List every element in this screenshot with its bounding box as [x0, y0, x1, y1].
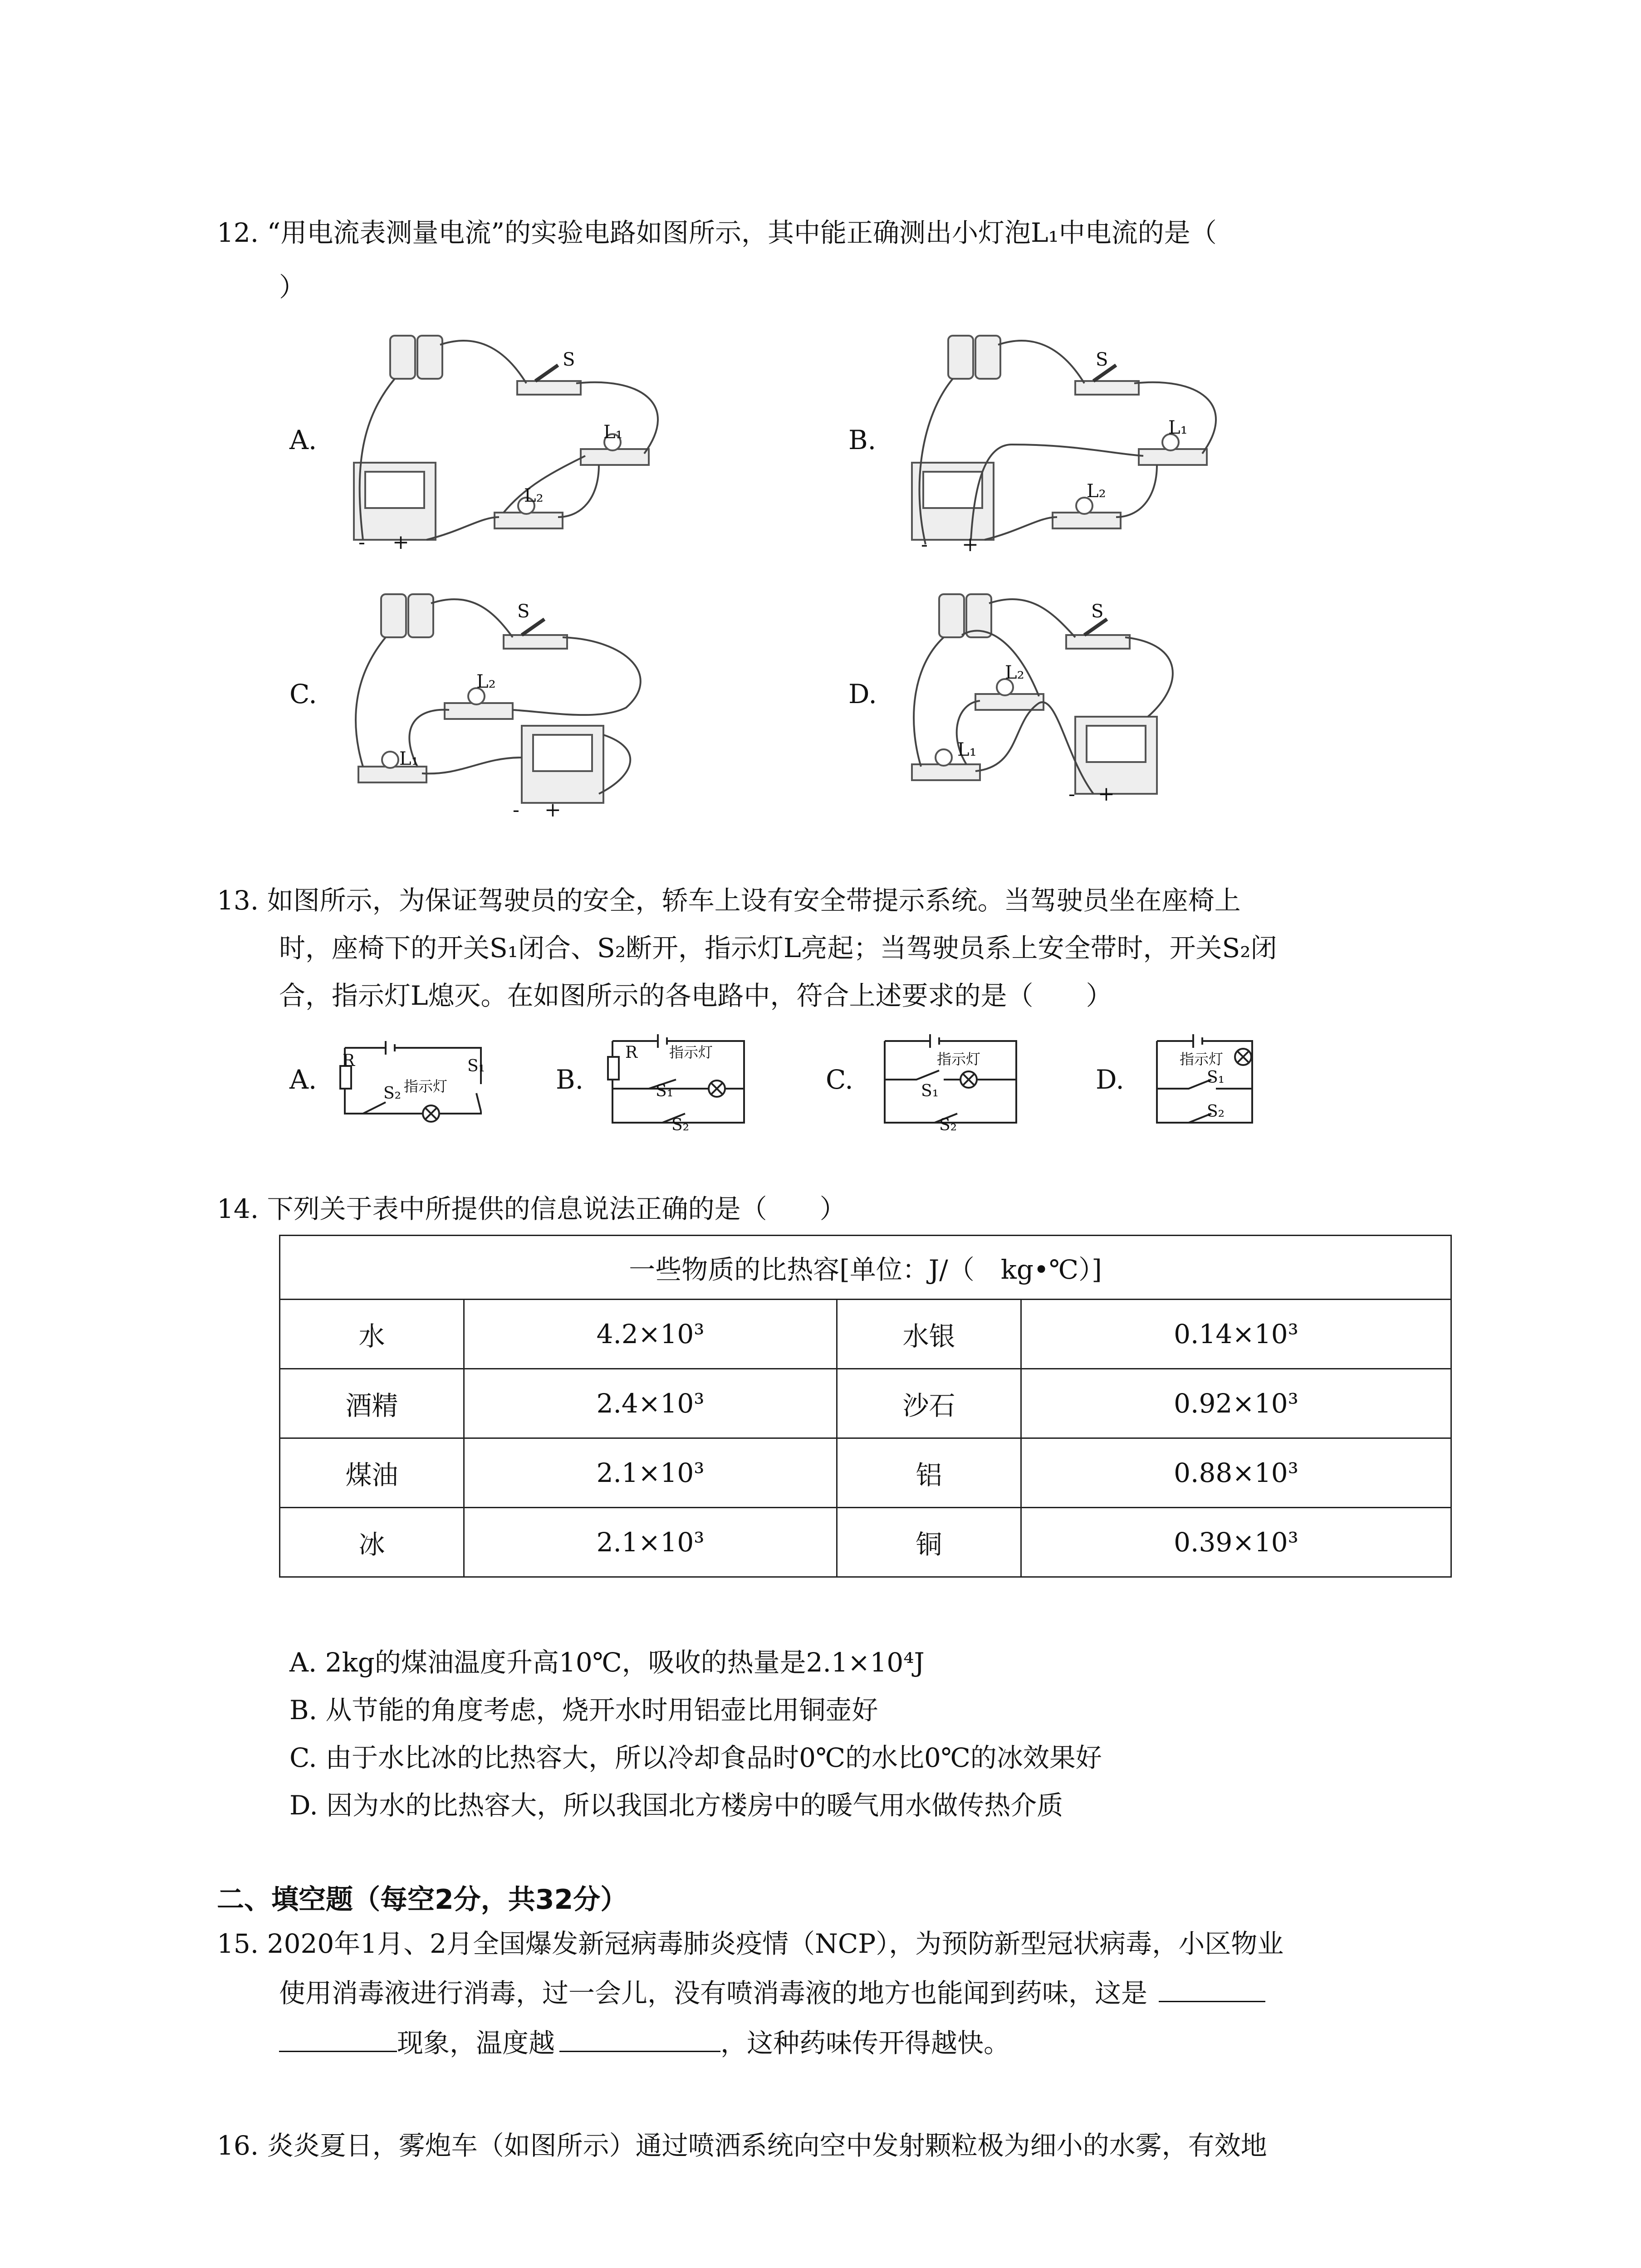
q12-option-b-label: B. [848, 425, 877, 455]
table-title: 一些物质的比热容[单位：J/（ kg•℃）] [280, 1236, 1451, 1300]
q12b-l1-label: L₁ [1168, 417, 1188, 438]
q13-option-a-label: A. [289, 1064, 317, 1095]
q12a-l1-label: L₁ [603, 422, 623, 443]
specific-heat-table [279, 1235, 1452, 1578]
q13b-s1-label: S₁ [656, 1082, 674, 1100]
table-cell: 沙石 [837, 1369, 1021, 1438]
circuit-b-icon [903, 327, 1261, 567]
q13-figure-d [1148, 1030, 1261, 1139]
q12-stem-line2: ） [279, 272, 306, 303]
table-cell: 铝 [837, 1438, 1021, 1508]
table-cell: 0.92×10³ [1021, 1369, 1451, 1438]
q13c-s2-label: S₂ [939, 1116, 957, 1134]
q13b-r-label: R [625, 1043, 638, 1062]
q13a-s1-label: S₁ [467, 1057, 485, 1075]
q12b-switch-label: S [1096, 349, 1108, 370]
q15-text-2: 使用消毒液进行消毒，过一会儿，没有喷消毒液的地方也能闻到药味，这是 [279, 1978, 1148, 2009]
q12-stem-line1: 12. “用电流表测量电流”的实验电路如图所示，其中能正确测出小灯泡L₁中电流的是（ [217, 217, 1217, 248]
q15-stem-line2 [279, 1975, 1265, 2009]
q12d-switch-label: S [1091, 601, 1104, 622]
q12c-switch-label: S [517, 601, 530, 622]
table-cell: 2.1×10³ [464, 1438, 837, 1508]
q12-option-d-label: D. [848, 679, 877, 709]
q12-figure-d [903, 585, 1261, 826]
q13-stem-line3: 合，指示灯L熄灭。在如图所示的各电路中，符合上述要求的是（ ） [279, 980, 1112, 1011]
table-cell: 2.4×10³ [464, 1369, 837, 1438]
table-row [280, 1300, 1451, 1369]
q16-stem-line1: 16. 炎炎夏日，雾炮车（如图所示）通过喷洒系统向空中发射颗粒极为细小的水雾，有效地 [217, 2130, 1267, 2161]
q13d-s1-label: S₁ [1207, 1068, 1225, 1087]
q12d-l2-label: L₂ [1005, 662, 1024, 683]
table-cell: 0.39×10³ [1021, 1508, 1451, 1577]
q14-option-d: D. 因为水的比热容大，所以我国北方楼房中的暖气用水做传热介质 [289, 1790, 1063, 1821]
q13a-s2-label: S₂ [383, 1084, 402, 1103]
q13b-lamp-label: 指示灯 [669, 1044, 713, 1061]
q12c-l2-label: L₂ [476, 671, 496, 692]
q12-option-c-label: C. [289, 679, 317, 709]
table-cell: 铜 [837, 1508, 1021, 1577]
q13c-s1-label: S₁ [921, 1082, 939, 1100]
table-row [280, 1369, 1451, 1438]
q13c-lamp-label: 指示灯 [937, 1051, 981, 1068]
answer-blank[interactable] [559, 2025, 720, 2052]
section-heading: 二、填空题（每空2分，共32分） [217, 1884, 628, 1916]
q12a-l2-label: L₂ [524, 485, 544, 506]
q12-figure-b [903, 327, 1261, 567]
q12b-minus-label: - [921, 533, 928, 556]
q14-option-a: A. 2kg的煤油温度升高10℃，吸收的热量是2.1×10⁴J [289, 1647, 925, 1678]
q12c-minus-label: - [513, 798, 519, 821]
q15-stem-line3 [279, 2025, 1010, 2059]
q13a-lamp-label: 指示灯 [404, 1078, 448, 1095]
q13-option-b-label: B. [556, 1064, 584, 1095]
q13b-s2-label: S₂ [671, 1116, 690, 1134]
q12a-switch-label: S [563, 349, 575, 370]
q14-option-c: C. 由于水比冰的比热容大，所以冷却食品时0℃的水比0℃的冰效果好 [289, 1742, 1102, 1773]
q14-option-b: B. 从节能的角度考虑，烧开水时用铝壶比用铜壶好 [289, 1695, 878, 1725]
q13a-r-label: R [343, 1051, 355, 1070]
answer-blank[interactable] [1159, 1975, 1265, 2002]
q13-option-c-label: C. [826, 1064, 853, 1095]
q13d-lamp-label: 指示灯 [1180, 1051, 1224, 1068]
q15-stem-line1: 15. 2020年1月、2月全国爆发新冠病毒肺炎疫情（NCP），为预防新型冠状病毒，小区物业 [217, 1928, 1284, 1959]
q12a-minus-label: - [358, 531, 365, 554]
q13-stem-line1: 13. 如图所示，为保证驾驶员的安全，轿车上设有安全带提示系统。当驾驶员坐在座椅上 [217, 885, 1241, 916]
q13-option-d-label: D. [1096, 1064, 1124, 1095]
answer-blank[interactable] [279, 2025, 397, 2052]
table-cell: 煤油 [280, 1438, 464, 1508]
q12c-l1-label: L₁ [399, 748, 419, 769]
q14-stem: 14. 下列关于表中所提供的信息说法正确的是（ ） [217, 1193, 846, 1224]
table-cell: 4.2×10³ [464, 1300, 837, 1369]
q15-text-3a: 现象，温度越 [397, 2028, 555, 2058]
table-cell: 水银 [837, 1300, 1021, 1369]
q12-option-a-label: A. [289, 425, 317, 455]
q12d-plus-label: + [1098, 782, 1115, 806]
q12d-minus-label: - [1068, 782, 1075, 806]
circuit-d-icon [903, 585, 1261, 826]
q12c-plus-label: + [544, 798, 561, 821]
q13-stem-line2: 时，座椅下的开关S₁闭合、S₂断开，指示灯L亮起；当驾驶员系上安全带时，开关S₂闭 [279, 933, 1277, 963]
q12a-plus-label: + [392, 531, 409, 554]
table-cell: 0.88×10³ [1021, 1438, 1451, 1508]
q12d-l1-label: L₁ [957, 739, 977, 760]
q12b-l2-label: L₂ [1087, 481, 1106, 502]
q13d-s2-label: S₂ [1207, 1102, 1225, 1121]
q12b-plus-label: + [962, 533, 979, 556]
table-cell: 0.14×10³ [1021, 1300, 1451, 1369]
table-cell: 2.1×10³ [464, 1508, 837, 1577]
table-cell: 水 [280, 1300, 464, 1369]
table-row [280, 1438, 1451, 1508]
table-row [280, 1508, 1451, 1577]
table-cell: 冰 [280, 1508, 464, 1577]
q15-text-3b: ，这种药味传开得越快。 [720, 2028, 1010, 2058]
circuit-d-icon [1148, 1030, 1261, 1139]
table-cell: 酒精 [280, 1369, 464, 1438]
